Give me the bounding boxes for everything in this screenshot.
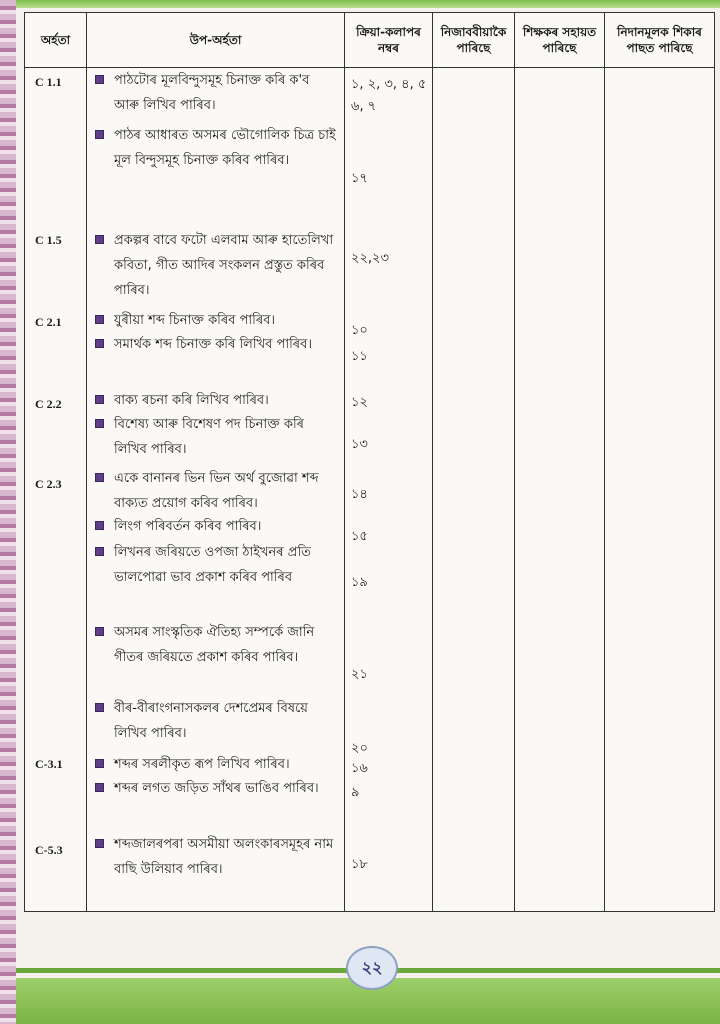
activity-number-column (345, 68, 433, 912)
competency-code: C 2.2 (35, 397, 62, 411)
teacher-assisted-column (515, 68, 605, 912)
sub-competency-text: বাক্য ৰচনা কৰি লিখিব পাৰিব। (114, 393, 269, 408)
sub-competency-text: পাঠটোৰ মূলবিন্দুসমূহ চিনাক্ত কৰি ক'ব আৰু লিখিব পাৰিব। (114, 73, 310, 113)
sub-competency-item (95, 332, 338, 357)
square-bullet-icon (95, 547, 104, 556)
square-bullet-icon (95, 339, 104, 348)
sub-competency-item (95, 123, 338, 173)
activity-number: ২২,২৩ (351, 251, 389, 266)
activity-number: ১৩ (351, 437, 368, 452)
header-after-remedial: নিদানমূলক শিকাৰ পাছত পাৰিছে (605, 13, 715, 68)
header-teacher-assisted: শিক্ষকৰ সহায়ত পাৰিছে (515, 13, 605, 68)
activity-number: ১২ (351, 395, 368, 410)
sub-competency-item (95, 620, 338, 670)
header-sub-competency: উপ-অর্হতা (87, 13, 345, 68)
sub-competency-text: একে বানানৰ ভিন ভিন অৰ্থ বুজোৱা শব্দ বাক্যত প্ৰয়োগ কৰিব পাৰিব। (114, 471, 319, 511)
sub-competency-text: পাঠৰ আধাৰত অসমৰ ভৌগোলিক চিত্ৰ চাই মূল বিন্দুসমূহ চিনাক্ত কৰিব পাৰিব। (114, 128, 336, 168)
sub-competency-text: অসমৰ সাংস্কৃতিক ঐতিহ্য সম্পৰ্কে জানি গীতৰ জৰিয়তে প্ৰকাশ কৰিব পাৰিব। (114, 625, 315, 665)
competency-code: C 2.1 (35, 315, 62, 329)
square-bullet-icon (95, 627, 104, 636)
after-remedial-column (605, 68, 715, 912)
competency-code: C 2.3 (35, 477, 62, 491)
table-body-row (25, 68, 715, 912)
activity-number: ১৮ (351, 857, 368, 872)
sub-competency-item (95, 388, 338, 413)
activity-number: ১৭ (351, 171, 368, 186)
sub-competency-item (95, 308, 338, 333)
square-bullet-icon (95, 473, 104, 482)
activity-number: ২০ (351, 741, 368, 756)
competency-code: C-5.3 (35, 843, 63, 857)
square-bullet-icon (95, 521, 104, 530)
sub-competency-text: প্ৰকল্পৰ বাবে ফটো এলবাম আৰু হাতেলিখা কবিতা, গীত আদিৰ সংকলন প্ৰস্তুত কৰিব পাৰিব। (114, 233, 334, 298)
header-competency: অর্হতা (25, 13, 87, 68)
competency-table (24, 12, 715, 912)
page-binding-edge (0, 0, 16, 1024)
sub-competency-text: যুৰীয়া শব্দ চিনাক্ত কৰিব পাৰিব। (114, 313, 276, 328)
self-achieved-column (433, 68, 515, 912)
activity-number: ২১ (351, 667, 368, 682)
competency-code: C 1.5 (35, 233, 62, 247)
sub-competency-text: শব্দৰ সৰলীকৃত ৰূপ লিখিব পাৰিব। (114, 757, 290, 772)
sub-competency-item (95, 540, 338, 590)
sub-competency-item (95, 514, 338, 539)
sub-competency-text: লিংগ পৰিবৰ্তন কৰিব পাৰিব। (114, 519, 262, 534)
square-bullet-icon (95, 839, 104, 848)
sub-competency-item (95, 752, 338, 777)
sub-competency-text: বিশেষ্য আৰু বিশেষণ পদ চিনাক্ত কৰি লিখিব পাৰিব। (114, 417, 304, 457)
competency-table-sheet (24, 12, 714, 912)
square-bullet-icon (95, 759, 104, 768)
sub-competency-text: সমাৰ্থক শব্দ চিনাক্ত কৰি লিখিব পাৰিব। (114, 337, 313, 352)
sub-competency-item (95, 776, 338, 801)
activity-number: ১০ (351, 323, 368, 338)
sub-competency-item (95, 228, 338, 303)
sub-competency-text: লিখনৰ জৰিয়তে ওপজা ঠাইখনৰ প্ৰতি ভালপোৱা ভাব প্ৰকাশ কৰিব পাৰিব (114, 545, 311, 585)
square-bullet-icon (95, 315, 104, 324)
sub-competency-item (95, 696, 338, 746)
header-activity-number: ক্রিয়া-কলাপৰ নম্বৰ (345, 13, 433, 68)
competency-code-column (25, 68, 87, 912)
square-bullet-icon (95, 419, 104, 428)
sub-competency-column (87, 68, 345, 912)
activity-number: ৬, ৭ (351, 99, 377, 114)
sub-competency-item (95, 466, 338, 516)
top-decorative-band (0, 0, 720, 8)
square-bullet-icon (95, 395, 104, 404)
sub-competency-item (95, 68, 338, 118)
sub-competency-text: বীৰ-বীৰাংগনাসকলৰ দেশপ্ৰেমৰ বিষয়ে লিখিব পাৰিব। (114, 701, 308, 741)
square-bullet-icon (95, 75, 104, 84)
activity-number: ১১ (351, 349, 368, 364)
competency-code: C 1.1 (35, 75, 62, 89)
activity-number: ১৬ (351, 761, 368, 776)
sub-competency-text: শব্দজালৰপৰা অসমীয়া অলংকাৰসমূহৰ নাম বাছি উলিয়াব পাৰিব। (114, 837, 334, 877)
sub-competency-text: শব্দৰ লগত জড়িত সাঁথৰ ভাঙিব পাৰিব। (114, 781, 319, 796)
activity-number: ১, ২, ৩, ৪, ৫ (351, 77, 427, 92)
activity-number: ১৫ (351, 529, 368, 544)
activity-number: ১৯ (351, 575, 368, 590)
competency-code: C-3.1 (35, 757, 63, 771)
header-self-achieved: নিজাববীয়াকৈ পাৰিছে (433, 13, 515, 68)
activity-number: ৯ (351, 785, 360, 800)
page-number: ২২ (346, 946, 398, 990)
square-bullet-icon (95, 783, 104, 792)
square-bullet-icon (95, 235, 104, 244)
sub-competency-item (95, 412, 338, 462)
activity-number: ১৪ (351, 487, 368, 502)
square-bullet-icon (95, 130, 104, 139)
sub-competency-item (95, 832, 338, 882)
square-bullet-icon (95, 703, 104, 712)
table-header-row (25, 13, 715, 68)
